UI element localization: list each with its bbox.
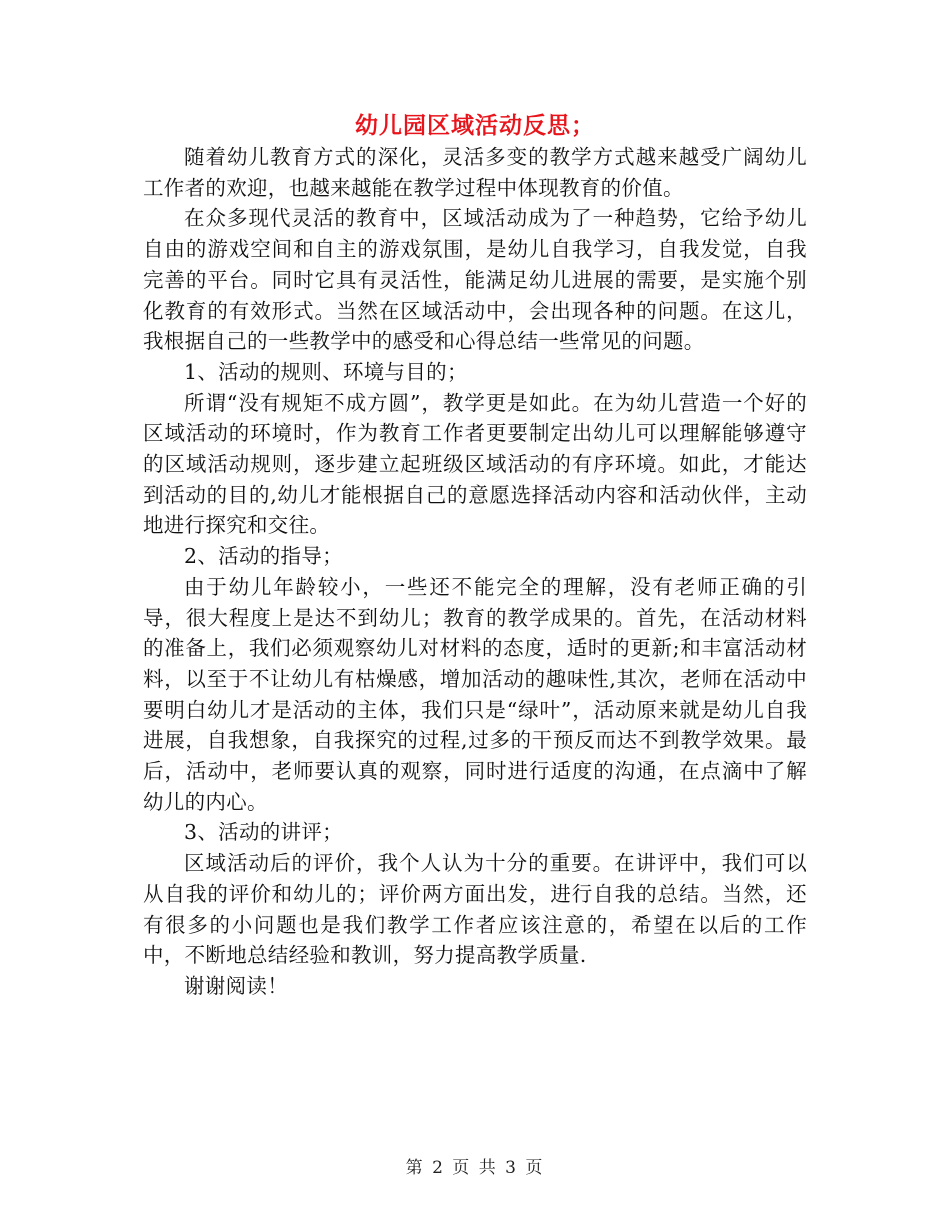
paragraph-thanks: 谢谢阅读！ <box>184 973 288 998</box>
paragraph-area-activities: 在众多现代灵活的教育中，区域活动成为了一种趋势，它给予幼儿自由的游戏空间和自主的游戏氛围，是幼儿自我学习，自我发觉，自我完善的平台。同时它具有灵活性，能满足幼儿进展的需要，是实施个别化教育的有效形式。当然在区域活动中，会出现各种的问题。在这儿，我根据自己的一些教学中的感受和心得总结一些常见的问题。 <box>143 206 807 354</box>
section-heading-evaluation: 3、活动的讲评； <box>184 820 343 845</box>
document-title: 幼儿园区域活动反思； <box>355 112 595 139</box>
paragraph-rules: 所谓“没有规矩不成方圆”，教学更是如此。在为幼儿营造一个好的区域活动的环境时，作为教育工作者更要制定出幼儿可以理解能够遵守的区域活动规则，逐步建立起班级区域活动的有序环境。如此，才能达到活动的目的,幼儿才能根据自己的意愿选择活动内容和活动伙伴，主动地进行探究和交往。 <box>143 390 807 538</box>
paragraph-evaluation: 区域活动后的评价，我个人认为十分的重要。在讲评中，我们可以从自我的评价和幼儿的；评价两方面出发，进行自我的总结。当然，还有很多的小问题也是我们教学工作者应该注意的，希望在以后的工作中，不断地总结经验和教训，努力提高教学质量. <box>143 851 807 968</box>
paragraph-guidance: 由于幼儿年龄较小，一些还不能完全的理解，没有老师正确的引导，很大程度上是达不到幼儿；教育的教学成果的。首先，在活动材料的准备上，我们必须观察幼儿对材料的态度，适时的更新;和丰富活动材料，以至于不让幼儿有枯燥感，增加活动的趣味性,其次，老师在活动中要明白幼儿才是活动的主体，我们只是“绿叶”，活动原来就是幼儿自我进展，自我想象，自我探究的过程,过多的干预反而达不到教学效果。最后，活动中，老师要认真的观察，同时进行适度的沟通，在点滴中了解幼儿的内心。 <box>143 574 807 814</box>
document-body <box>143 142 807 1002</box>
paragraph-intro: 随着幼儿教育方式的深化，灵活多变的教学方式越来越受广阔幼儿工作者的欢迎，也越来越能在教学过程中体现教育的价值。 <box>143 145 807 200</box>
section-heading-guidance: 2、活动的指导； <box>184 544 343 569</box>
section-heading-rules: 1、活动的规则、环境与目的； <box>184 359 468 384</box>
page-number-footer: 第 2 页 共 3 页 <box>405 1158 545 1178</box>
